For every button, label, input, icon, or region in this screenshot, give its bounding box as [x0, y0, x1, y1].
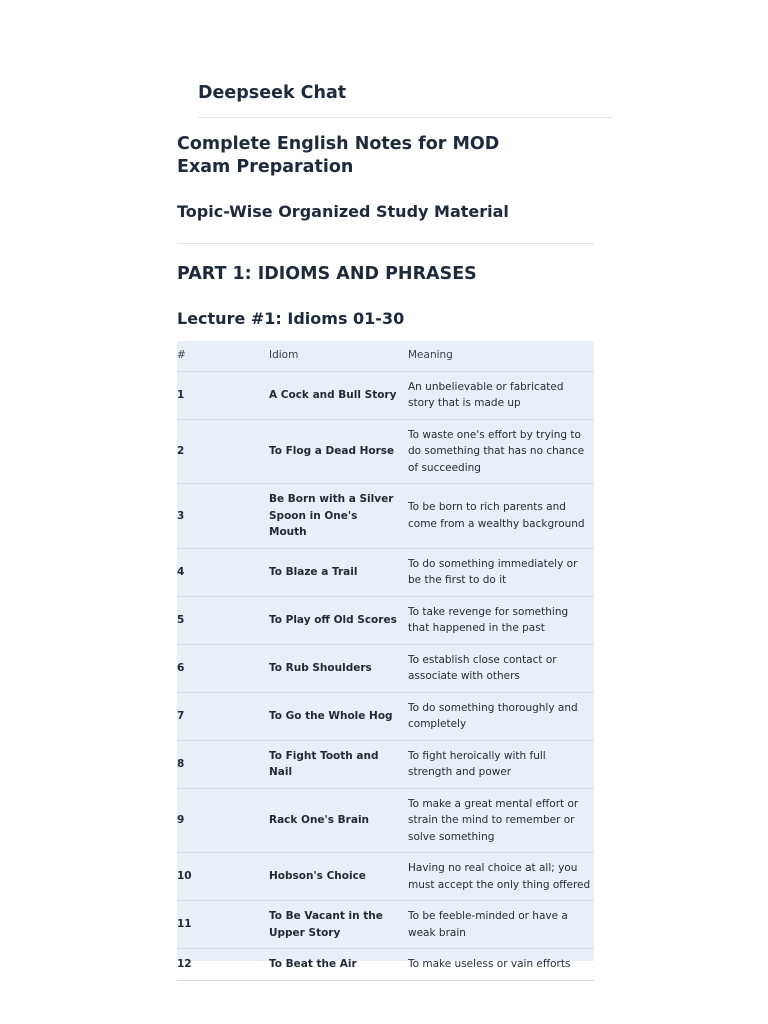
meaning-cell: To be feeble-minded or have a weak brain [408, 901, 594, 949]
header-idiom: Idiom [269, 341, 408, 371]
meaning-cell: To take revenge for something that happened in the past [408, 596, 594, 644]
row-number: 1 [177, 371, 269, 419]
row-number: 6 [177, 644, 269, 692]
table-row [177, 692, 594, 740]
meaning-cell: Having no real choice at all; you must accept the only thing offered [408, 853, 594, 901]
meaning-cell: To make useless or vain efforts [408, 949, 594, 981]
idiom-cell: To Play off Old Scores [269, 596, 408, 644]
row-number: 4 [177, 548, 269, 596]
table-row [177, 419, 594, 484]
header-number: # [177, 341, 269, 371]
part-heading: PART 1: IDIOMS AND PHRASES [177, 264, 477, 284]
table-row [177, 644, 594, 692]
table-row [177, 901, 594, 949]
idiom-cell: To Be Vacant in the Upper Story [269, 901, 408, 949]
row-number: 8 [177, 740, 269, 788]
row-number: 10 [177, 853, 269, 901]
row-number: 12 [177, 949, 269, 981]
table-header-row [177, 341, 594, 371]
meaning-cell: To do something thoroughly and completely [408, 692, 594, 740]
table-row [177, 949, 594, 981]
row-number: 3 [177, 484, 269, 549]
document-title: Complete English Notes for MOD Exam Preparation [177, 134, 500, 177]
row-number: 5 [177, 596, 269, 644]
row-number: 11 [177, 901, 269, 949]
document-content [177, 133, 594, 970]
meaning-cell: To fight heroically with full strength and power [408, 740, 594, 788]
idiom-cell: To Fight Tooth and Nail [269, 740, 408, 788]
document-subtitle: Topic-Wise Organized Study Material [177, 202, 509, 221]
idioms-table-container[interactable] [177, 341, 594, 970]
row-number: 2 [177, 419, 269, 484]
idiom-cell: To Blaze a Trail [269, 548, 408, 596]
table-body [177, 371, 594, 980]
table-row [177, 484, 594, 549]
table-row [177, 371, 594, 419]
section-divider [177, 243, 594, 244]
idiom-cell: A Cock and Bull Story [269, 371, 408, 419]
app-title: Deepseek Chat [198, 83, 347, 103]
table-row [177, 548, 594, 596]
table-row [177, 740, 594, 788]
table-row [177, 596, 594, 644]
meaning-cell: To establish close contact or associate with others [408, 644, 594, 692]
meaning-cell: To do something immediately or be the first to do it [408, 548, 594, 596]
meaning-cell: To be born to rich parents and come from a wealthy background [408, 484, 594, 549]
meaning-cell: An unbelievable or fabricated story that is made up [408, 371, 594, 419]
header-meaning: Meaning [408, 341, 594, 371]
idiom-cell: To Beat the Air [269, 949, 408, 981]
meaning-cell: To waste one's effort by trying to do something that has no chance of succeeding [408, 419, 594, 484]
idiom-cell: To Rub Shoulders [269, 644, 408, 692]
app-header [198, 82, 613, 118]
idiom-cell: To Flog a Dead Horse [269, 419, 408, 484]
idioms-table [177, 341, 594, 981]
table-row [177, 853, 594, 901]
row-number: 9 [177, 788, 269, 853]
idiom-cell: Rack One's Brain [269, 788, 408, 853]
meaning-cell: To make a great mental effort or strain the mind to remember or solve something [408, 788, 594, 853]
row-number: 7 [177, 692, 269, 740]
lecture-heading: Lecture #1: Idioms 01-30 [177, 309, 405, 328]
idiom-cell: Be Born with a Silver Spoon in One's Mouth [269, 484, 408, 549]
idiom-cell: To Go the Whole Hog [269, 692, 408, 740]
table-row [177, 788, 594, 853]
idiom-cell: Hobson's Choice [269, 853, 408, 901]
